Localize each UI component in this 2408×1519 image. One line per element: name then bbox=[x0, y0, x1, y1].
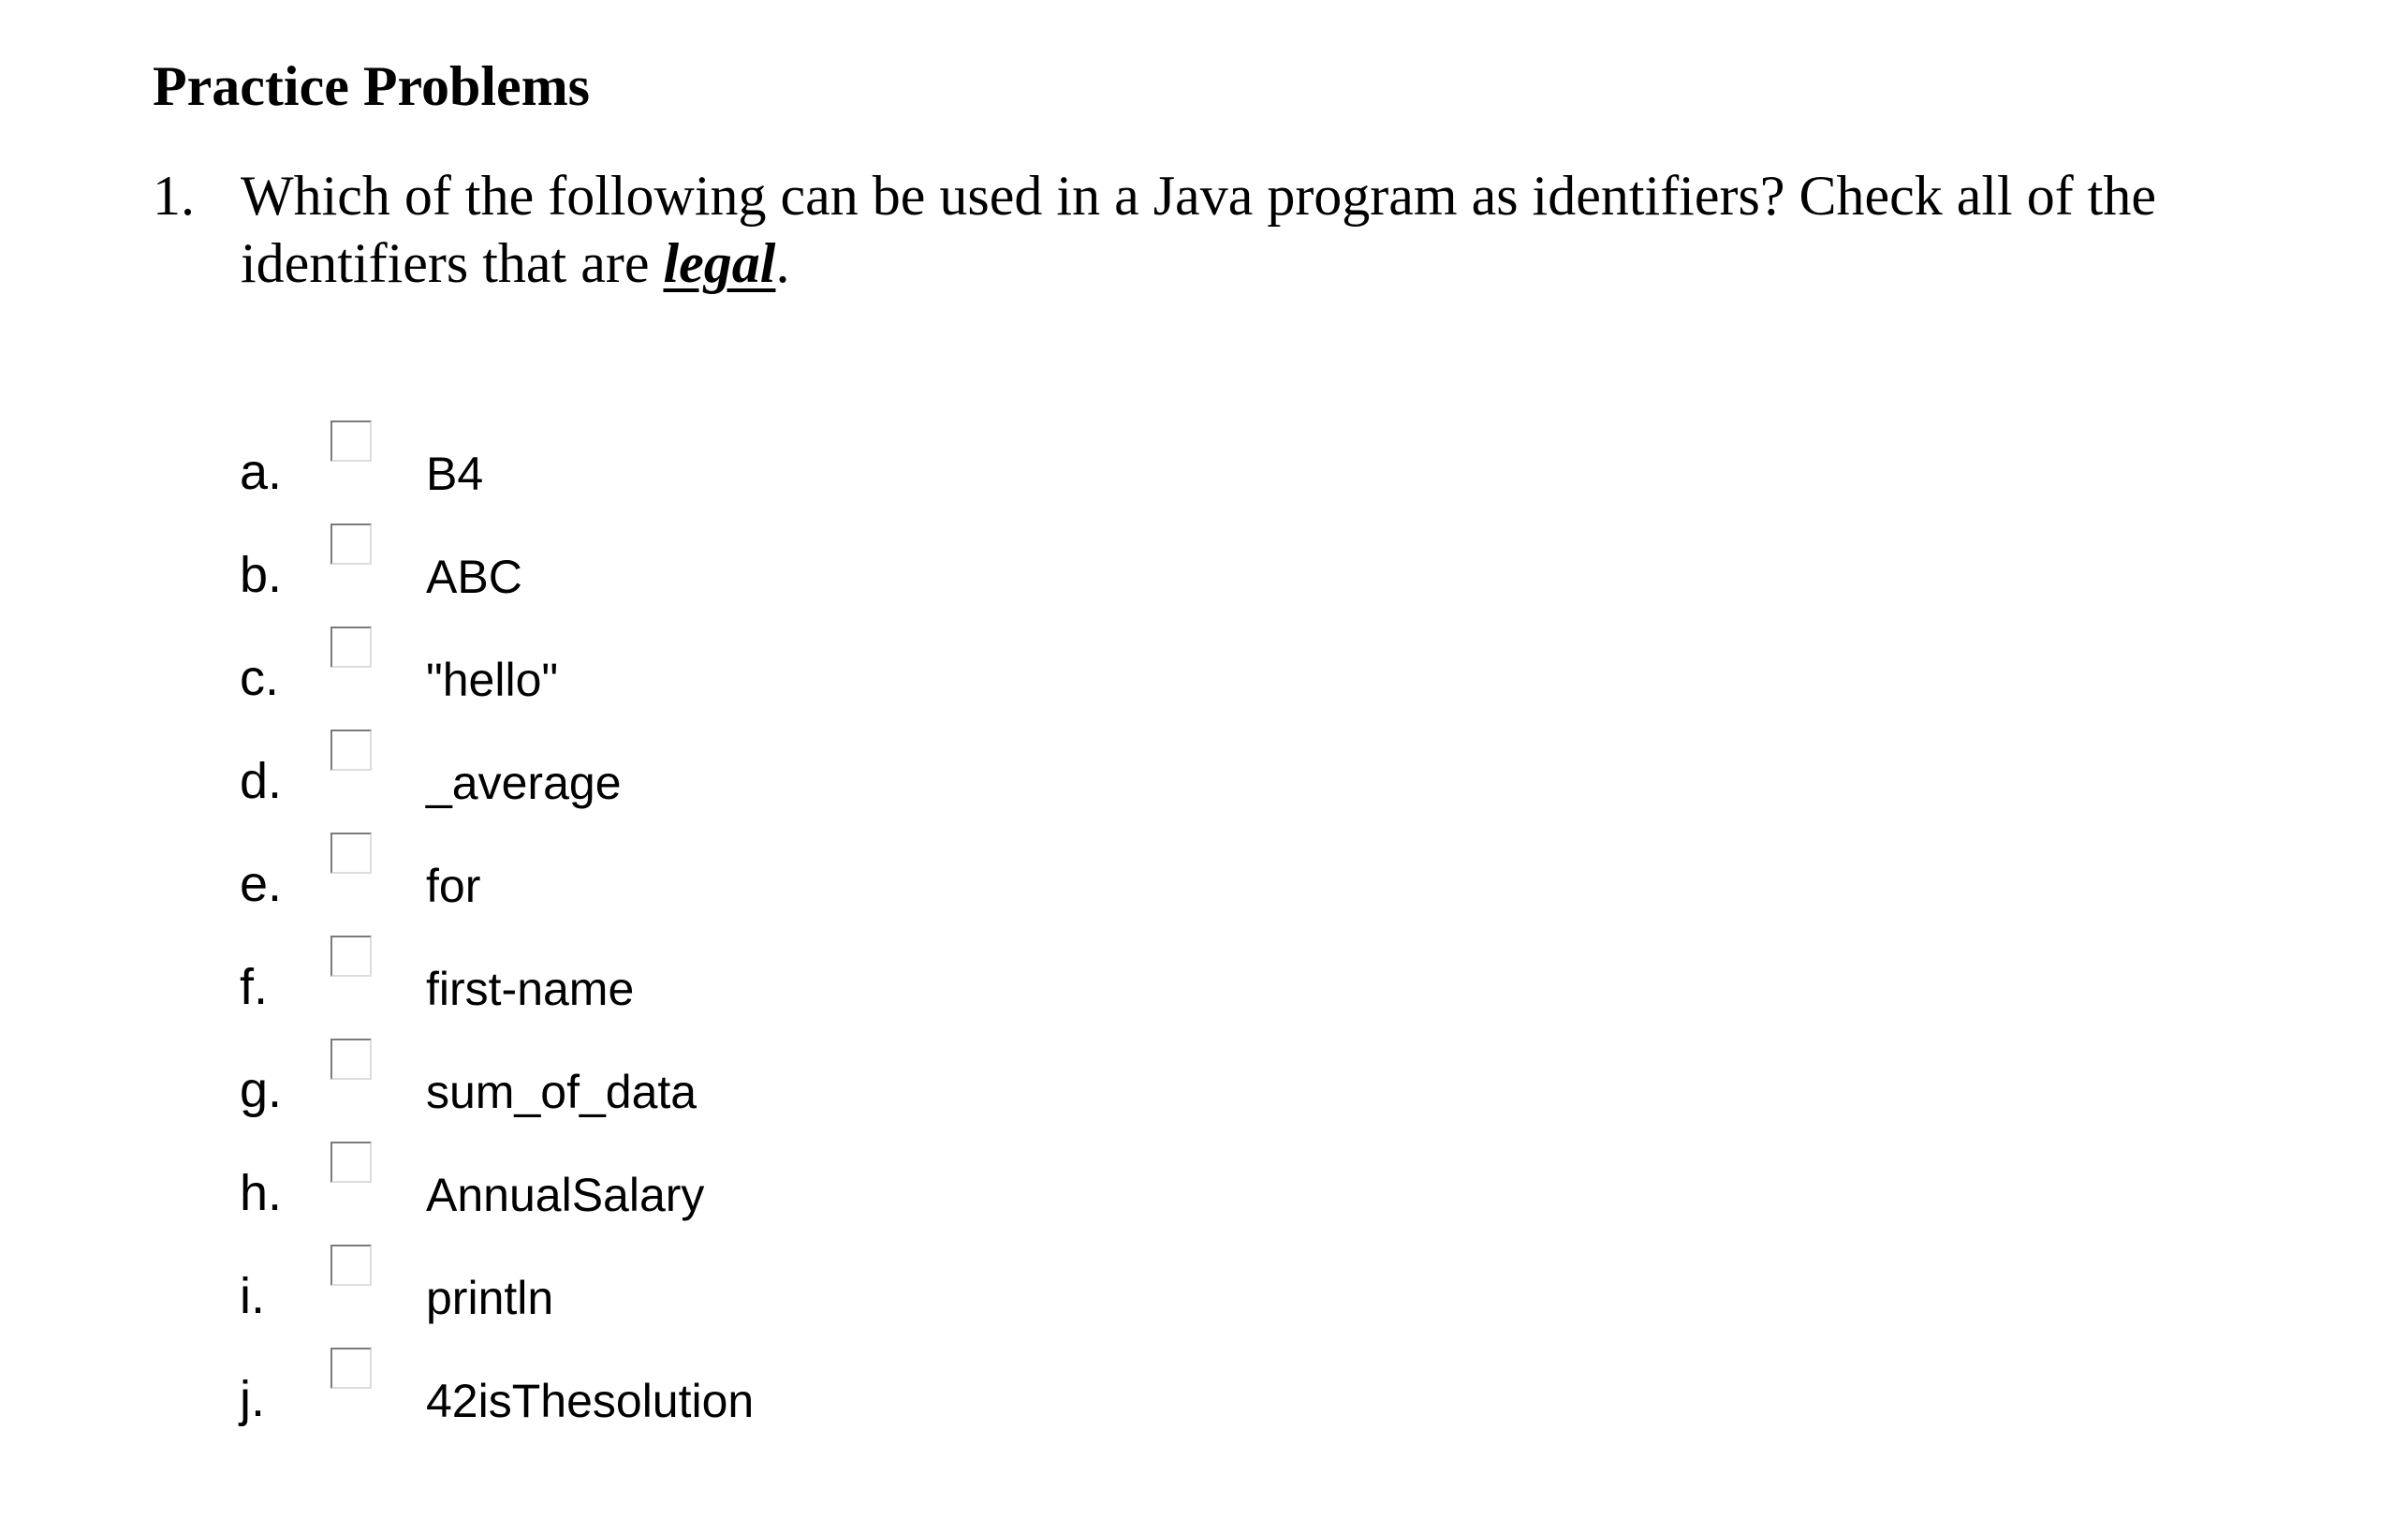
question-text-end: . bbox=[775, 232, 790, 294]
option-b bbox=[0, 542, 1311, 627]
page-title: Practice Problems bbox=[153, 55, 591, 117]
option-letter: d. bbox=[240, 753, 283, 809]
option-label: println bbox=[426, 1272, 554, 1324]
option-label: 42isThesolution bbox=[426, 1375, 755, 1427]
option-letter: a. bbox=[240, 444, 283, 500]
question-number: 1. bbox=[153, 165, 195, 227]
checkbox-d[interactable] bbox=[330, 730, 372, 771]
option-label: ABC bbox=[426, 551, 522, 603]
option-h bbox=[0, 1160, 1311, 1245]
option-label: for bbox=[426, 860, 481, 912]
option-label: "hello" bbox=[426, 654, 559, 706]
option-c bbox=[0, 645, 1311, 730]
option-letter: e. bbox=[240, 856, 283, 912]
option-label: sum_of_data bbox=[426, 1066, 697, 1118]
option-j bbox=[0, 1366, 1311, 1451]
checkbox-j[interactable] bbox=[330, 1348, 372, 1389]
option-letter: i. bbox=[240, 1268, 265, 1324]
option-d bbox=[0, 748, 1311, 833]
option-letter: b. bbox=[240, 547, 283, 603]
option-label: _average bbox=[426, 757, 622, 809]
option-letter: g. bbox=[240, 1062, 283, 1118]
option-label: B4 bbox=[426, 448, 484, 500]
option-letter: f. bbox=[240, 959, 269, 1015]
option-g bbox=[0, 1057, 1311, 1142]
checkbox-b[interactable] bbox=[330, 524, 372, 565]
option-e bbox=[0, 851, 1311, 936]
checkbox-f[interactable] bbox=[330, 936, 372, 977]
option-f bbox=[0, 954, 1311, 1039]
option-label: AnnualSalary bbox=[426, 1169, 705, 1221]
checkbox-i[interactable] bbox=[330, 1245, 372, 1286]
option-letter: h. bbox=[240, 1165, 283, 1221]
option-i bbox=[0, 1263, 1311, 1348]
checkbox-e[interactable] bbox=[330, 833, 372, 874]
option-label: first-name bbox=[426, 963, 635, 1015]
question-emphasis: legal bbox=[663, 232, 776, 294]
checkbox-h[interactable] bbox=[330, 1142, 372, 1183]
checkbox-c[interactable] bbox=[330, 627, 372, 668]
option-letter: c. bbox=[240, 650, 280, 706]
option-letter: j. bbox=[240, 1371, 265, 1427]
option-a bbox=[0, 439, 1311, 524]
checkbox-g[interactable] bbox=[330, 1039, 372, 1080]
question-text-main: Which of the following can be used in a Java program as identifiers? Check all of the identifiers that are bbox=[241, 165, 2156, 294]
checkbox-a[interactable] bbox=[330, 420, 372, 462]
